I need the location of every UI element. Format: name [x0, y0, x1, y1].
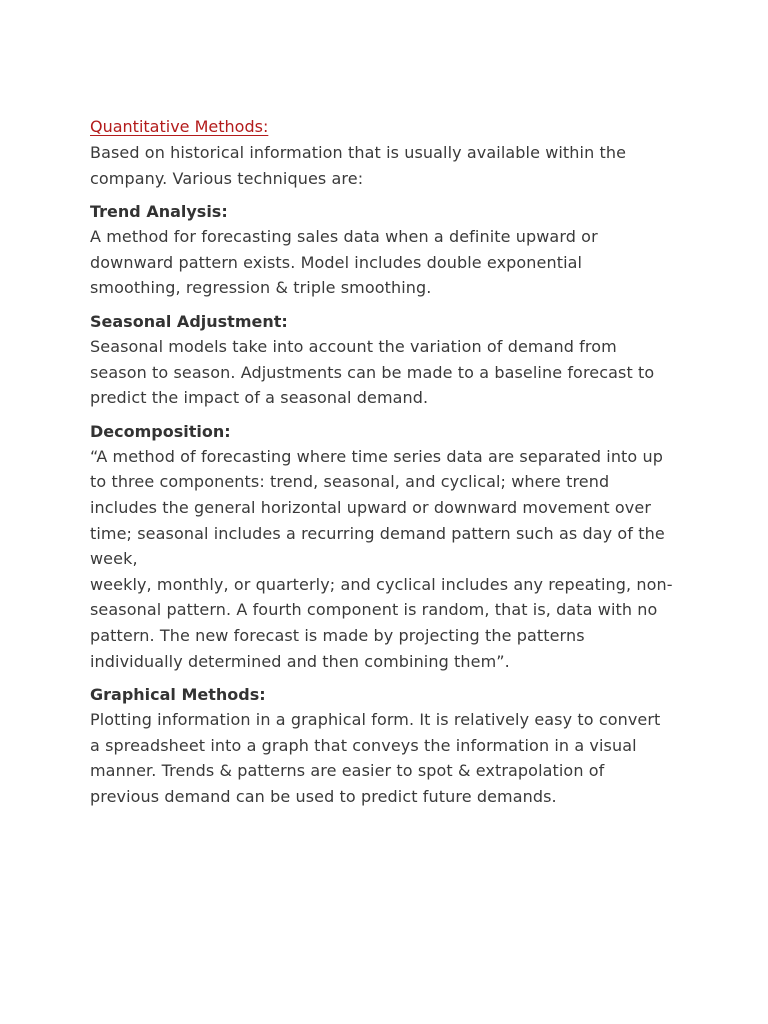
paragraph-line: individually determined and then combining them”.	[90, 651, 510, 671]
section-heading: Trend Analysis:	[90, 202, 228, 222]
paragraph-line: a spreadsheet into a graph that conveys the information in a visual	[90, 735, 637, 755]
section-decomposition	[90, 420, 690, 674]
section-trend-analysis	[90, 200, 690, 301]
paragraph-line: “A method of forecasting where time series data are separated into up	[90, 446, 664, 466]
paragraph-line: to three components: trend, seasonal, and cyclical; where trend	[90, 472, 610, 492]
paragraph-line: season to season. Adjustments can be made to a baseline forecast to	[90, 362, 655, 382]
paragraph-line: time; seasonal includes a recurring demand pattern such as day of the	[90, 523, 665, 543]
paragraph-line: predict the impact of a seasonal demand.	[90, 388, 429, 408]
section-heading: Graphical Methods:	[90, 685, 266, 705]
section-heading: Decomposition:	[90, 421, 231, 441]
section-heading: Seasonal Adjustment:	[90, 311, 288, 331]
section-graphical-methods	[90, 683, 690, 809]
paragraph-line: pattern. The new forecast is made by projecting the patterns	[90, 625, 585, 645]
document-page	[90, 116, 690, 809]
intro-line: company. Various techniques are:	[90, 168, 364, 188]
paragraph-line: Plotting information in a graphical form. It is relatively easy to convert	[90, 710, 661, 730]
paragraph-line: previous demand can be used to predict future demands.	[90, 786, 557, 806]
paragraph-line: includes the general horizontal upward or downward movement over	[90, 497, 652, 517]
intro-paragraph	[90, 140, 690, 191]
paragraph-line: weekly, monthly, or quarterly; and cyclical includes any repeating, non-	[90, 574, 673, 594]
paragraph-line: Seasonal models take into account the variation of demand from	[90, 336, 617, 356]
paragraph-line: downward pattern exists. Model includes double exponential	[90, 252, 583, 272]
document-title: Quantitative Methods:	[90, 117, 269, 136]
paragraph-line: manner. Trends & patterns are easier to spot & extrapolation of	[90, 761, 605, 781]
paragraph-line: week,	[90, 549, 138, 569]
paragraph-line: smoothing, regression & triple smoothing.	[90, 278, 432, 298]
intro-line: Based on historical information that is usually available within the	[90, 143, 627, 162]
paragraph-line: A method for forecasting sales data when a definite upward or	[90, 227, 598, 247]
paragraph-line: seasonal pattern. A fourth component is random, that is, data with no	[90, 600, 658, 620]
section-seasonal-adjustment	[90, 310, 690, 411]
